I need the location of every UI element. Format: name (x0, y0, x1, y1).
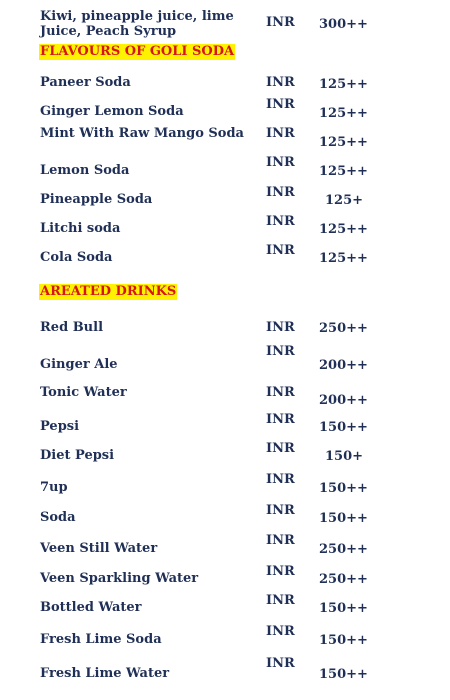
menu-item-name: Litchi soda (40, 221, 121, 236)
menu-item-name: Ginger Ale (40, 357, 118, 372)
menu-item-price: 150++ (319, 420, 368, 435)
menu-item-price: 150++ (319, 667, 368, 682)
menu-item-name: Fresh Lime Soda (40, 632, 162, 647)
menu-item-price: 250++ (319, 572, 368, 587)
menu-item-price: 125++ (319, 222, 368, 237)
menu-item-name: Kiwi, pineapple juice, lime (40, 9, 234, 24)
menu-item-name: Tonic Water (40, 385, 127, 400)
menu-item-price: 250++ (319, 542, 368, 557)
currency-label: INR (266, 564, 295, 579)
menu-item-name: 7up (40, 480, 68, 495)
currency-label: INR (266, 472, 295, 487)
menu-item-price: 150++ (319, 481, 368, 496)
menu-item-price: 125++ (319, 251, 368, 266)
menu-item-name: Pineapple Soda (40, 192, 153, 207)
menu-item-name: Diet Pepsi (40, 448, 115, 463)
menu-item-price: 150++ (319, 601, 368, 616)
menu-item-name: Soda (40, 510, 76, 525)
section-header-goli-soda: FLAVOURS OF GOLI SODA (40, 44, 235, 59)
currency-label: INR (266, 97, 295, 112)
menu-item-price: 150++ (319, 511, 368, 526)
currency-label: INR (266, 320, 295, 335)
menu-item-price: 125++ (319, 106, 368, 121)
menu-item-name: Veen Sparkling Water (40, 571, 199, 586)
currency-label: INR (266, 385, 295, 400)
menu-item-price: 150+ (325, 449, 364, 464)
menu-item-price: 300++ (319, 17, 368, 32)
currency-label: INR (266, 593, 295, 608)
currency-label: INR (266, 503, 295, 518)
currency-label: INR (266, 155, 295, 170)
currency-label: INR (266, 243, 295, 258)
currency-label: INR (266, 126, 295, 141)
menu-item-name: Fresh Lime Water (40, 666, 170, 681)
currency-label: INR (266, 15, 295, 30)
menu-item-price: 150++ (319, 633, 368, 648)
menu-item-price: 200++ (319, 393, 368, 408)
menu-item-price: 125++ (319, 135, 368, 150)
menu-item-name: Veen Still Water (40, 541, 158, 556)
currency-label: INR (266, 412, 295, 427)
menu-item-price: 125+ (325, 193, 364, 208)
menu-item-name: Red Bull (40, 320, 104, 335)
section-header-areated-drinks: AREATED DRINKS (40, 284, 177, 299)
menu-item-price: 125++ (319, 77, 368, 92)
menu-item-name: Cola Soda (40, 250, 113, 265)
menu-item-name-continued: Juice, Peach Syrup (40, 24, 177, 39)
menu-item-price: 125++ (319, 164, 368, 179)
menu-item-name: Bottled Water (40, 600, 142, 615)
menu-item-name: Mint With Raw Mango Soda (40, 126, 244, 141)
menu-item-name: Paneer Soda (40, 75, 131, 90)
menu-item-price: 200++ (319, 358, 368, 373)
menu-item-name: Ginger Lemon Soda (40, 104, 184, 119)
currency-label: INR (266, 75, 295, 90)
currency-label: INR (266, 441, 295, 456)
currency-label: INR (266, 624, 295, 639)
currency-label: INR (266, 533, 295, 548)
menu-item-name: Pepsi (40, 419, 80, 434)
menu-item-name: Lemon Soda (40, 163, 130, 178)
currency-label: INR (266, 656, 295, 671)
menu-item-price: 250++ (319, 321, 368, 336)
currency-label: INR (266, 185, 295, 200)
currency-label: INR (266, 214, 295, 229)
currency-label: INR (266, 344, 295, 359)
